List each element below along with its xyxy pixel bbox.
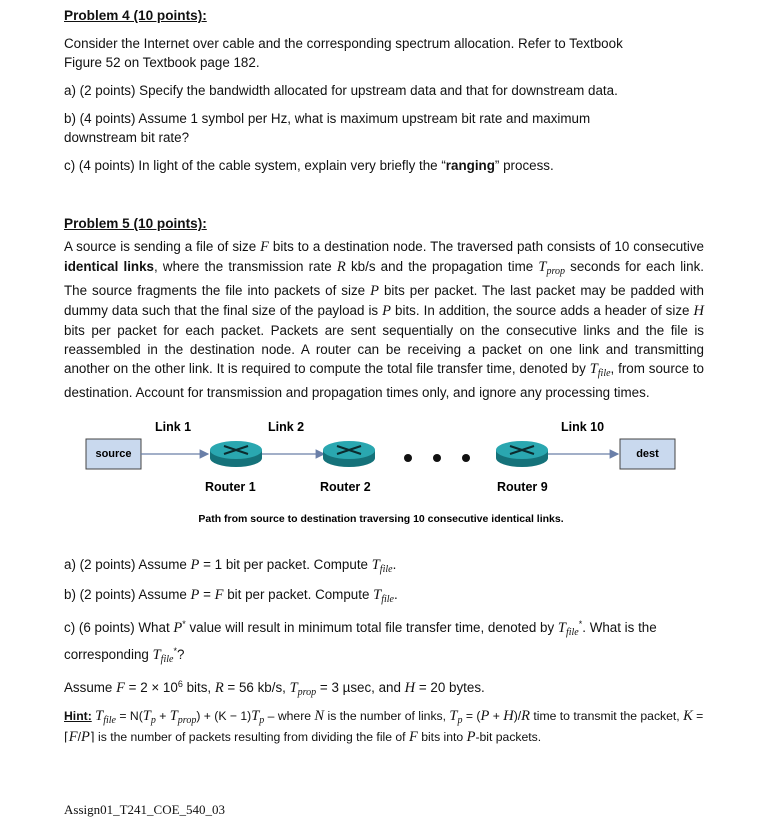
hint: Hint: $T_{file} = N(T_p + T_{prop}) + (K - 1)T_p$ – where N is the number of links, $T_p = (P + H)/R$ time to transmit the packet, K = ⌈F/P⌉ is the number of packets resulting from dividing the file of F bits into P-bit packets. [64, 708, 704, 745]
ellipsis-dot [462, 454, 470, 462]
link-10-label: Link 10 [561, 420, 605, 434]
router-9-label: Router 9 [497, 480, 548, 494]
router-9-icon [496, 441, 548, 467]
question-c: c) (6 points) What P* value will result in minimum total file transfer time, denoted by $T_{file}^*$. What is the corresponding $T_{file}^*$? [64, 619, 657, 665]
problem-5-questions [64, 555, 704, 746]
problem-4-part-a: a) (2 points) Specify the bandwidth allocated for upstream data and that for downstream data. [64, 83, 618, 98]
router-1-label: Router 1 [205, 480, 256, 494]
router-1-icon [210, 441, 262, 467]
ellipsis-dot [404, 454, 412, 462]
question-b: b) (2 points) Assume P = F bit per packet. Compute $T_{file}$. [64, 587, 398, 605]
assumptions: Assume $F = 2 \times 10^6$ bits, R = 56 kb/s, $T_{prop} = 3$ µsec, and H = 20 bytes. [64, 679, 485, 698]
page-footer: Assign01_T241_COE_540_03 [64, 802, 226, 817]
problem-5 [64, 214, 704, 402]
link-1-label: Link 1 [155, 420, 192, 434]
problem-5-title: Problem 5 (10 points): [64, 216, 207, 231]
router-2-icon [323, 441, 375, 467]
problem-4-part-c: c) (4 points) In light of the cable system, explain very briefly the “ranging” process. [64, 158, 554, 173]
source-label: source [95, 448, 132, 460]
ellipsis-dot [433, 454, 441, 462]
problem-4 [64, 6, 704, 175]
problem-5-description: A source is sending a file of size F bits to a destination node. The traversed path consists of 10 consecutive identical links, where the transmission rate R kb/s and the propagation time $T_{prop}$ seconds for each link. The source fragments the file into packets of size P bits per packet. The last packet may be padded with dummy data such that the final size of the payload is P bits. In addition, the source adds a header of size H bits per packet for each packet. Packets are sent sequentially on the consecutive links and the file is reassembled in the destination node. A router can be receiving a packet on one link and transmitting another on the other link. It is required to compute the total file transfer time, denoted by $T_{file}$, from source to destination. Account for transmission and propagation times only, and ignore any processing times. [64, 239, 705, 400]
dest-label: dest [636, 448, 659, 460]
diagram-caption: Path from source to destination traversing 10 consecutive identical links. [198, 513, 564, 525]
link-2-label: Link 2 [268, 420, 305, 434]
network-diagram [0, 412, 777, 532]
problem-4-part-b: b) (4 points) Assume 1 symbol per Hz, what is maximum upstream bit rate and maximum downstream bit rate? [64, 111, 591, 145]
question-a: a) (2 points) Assume P = 1 bit per packet. Compute $T_{file}$. [64, 557, 397, 575]
problem-4-intro: Consider the Internet over cable and the corresponding spectrum allocation. Refer to Textbook Figure 52 on Textbook page 182. [64, 36, 623, 70]
problem-4-title: Problem 4 (10 points): [64, 8, 207, 23]
router-2-label: Router 2 [320, 480, 371, 494]
